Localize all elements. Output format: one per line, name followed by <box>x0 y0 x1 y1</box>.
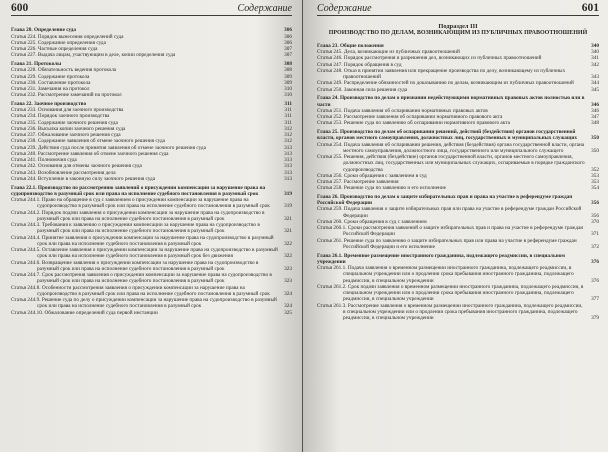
toc-entry-page: 312 <box>284 125 292 132</box>
toc-entry-title: Статья 254. Подача заявления об оспаривании решения, действия (бездействия) органа государственной власти, органа местного самоуправления, должностного лица, государственного или муниципального служащего <box>317 141 585 154</box>
toc-entry-page: 319 <box>284 190 292 197</box>
right-page-header <box>317 2 599 16</box>
toc-entry-page: 377 <box>591 296 599 303</box>
toc-entry-page: 324 <box>284 290 292 297</box>
toc-entry-page: 313 <box>284 150 292 157</box>
toc-entry-title: Статья 247. Порядок обращения в суд <box>317 61 402 68</box>
toc-entry-page: 311 <box>284 113 292 120</box>
toc-entry-title: Статья 244.10. Обжалование определений суда первой инстанции <box>11 309 158 316</box>
toc-article <box>317 185 599 191</box>
toc-article <box>317 265 599 284</box>
toc-entry-page: 306 <box>284 33 292 40</box>
toc-entry-title: Статья 244.6. Возвращение заявления о присуждении компенсации за нарушение права на судопроизводство в разумный срок или права на исполнение судебного постановления в разумный срок <box>11 259 259 272</box>
toc-entry-title: Статья 253. Решение суда по заявлению об оспаривании нормативного правового акта <box>317 120 510 127</box>
toc-entry-title: Статья 244.9. Решение суда по делу о присуждении компенсации за нарушение права на судопроизводство в разумный срок или права на исполнение судебного постановления в разумный срок <box>11 297 277 310</box>
toc-entry-page: 321 <box>284 215 292 222</box>
toc-entry-title: Статья 246. Порядок рассмотрения и разрешения дел, возникающих из публичных правоотношений <box>317 55 542 62</box>
toc-entry-page: 372 <box>591 243 599 250</box>
toc-article <box>317 225 599 238</box>
toc-entry-page: 342 <box>591 61 599 68</box>
toc-entry-page: 308 <box>284 61 292 68</box>
toc-entry-title: Статья 259. Подача заявления о защите избирательных прав или права на участие в референдуме граждан Российской Федерации <box>317 206 582 219</box>
toc-entry-page: 350 <box>591 135 599 142</box>
toc-entry-title: Статья 238. Содержание заявления об отмене заочного решения суда <box>11 138 165 145</box>
toc-article <box>317 68 599 81</box>
toc-article <box>317 206 599 219</box>
toc-entry-page: 346 <box>591 107 599 114</box>
toc-entry-page: 356 <box>591 212 599 219</box>
toc-entry-page: 352 <box>591 166 599 173</box>
toc-article <box>317 87 599 93</box>
toc-entry-title: Глава 21. Протоколы <box>11 61 62 68</box>
toc-entry-title: Статья 239. Действия суда после принятия заявления об отмене заочного решения суда <box>11 144 206 151</box>
toc-entry-page: 346 <box>591 101 599 108</box>
toc-entry-title: Статья 250. Законная сила решения суда <box>317 86 408 93</box>
toc-entry-title: Статья 241. Полномочия суда <box>11 157 77 164</box>
toc-entry-page: 323 <box>284 265 292 272</box>
toc-entry-title: Глава 22.1. Производство по рассмотрению заявлений о присуждении компенсации за нарушение права на судопроизводство в разумный срок или права на исполнение судебного постановления в разумный срок <box>11 184 266 197</box>
toc-entry-title: Статья 251. Подача заявления об оспаривании нормативных правовых актов <box>317 107 488 114</box>
toc-entry-title: Статья 229. Содержание протокола <box>11 73 90 80</box>
toc-entry-page: 353 <box>591 172 599 179</box>
toc-entry-title: Статья 243. Возобновление рассмотрения дела <box>11 169 116 176</box>
toc-entry-title: Статья 261. Решение суда по заявлению о защите избирательных прав или права на участие в референдуме граждан Российской Федерации и его исполнение <box>317 237 577 250</box>
toc-entry-title: Глава 20. Определение суда <box>11 27 77 34</box>
toc-entry-page: 350 <box>591 147 599 154</box>
toc-entry-page: 306 <box>284 39 292 46</box>
toc-entry-page: 312 <box>284 132 292 139</box>
toc-entry-page: 311 <box>284 107 292 114</box>
toc-entry-title: Глава 22. Заочное производство <box>11 100 87 107</box>
toc-entry-title: Статья 261.3. Рассмотрение заявления о временном размещении иностранного гражданина, подлежащего реадмиссии, в специальном учреждении или о продлении срока пребывания иностранного гражданина, подлежащего реадмиссии, в специальном учреждении <box>317 302 583 322</box>
right-page <box>303 0 608 452</box>
toc-entry-page: 341 <box>591 55 599 62</box>
toc-entry-page: 324 <box>284 303 292 310</box>
toc-article <box>11 285 292 298</box>
toc-entry-title: Статья 249. Распределение обязанностей по доказыванию по делам, возникающим из публичных правоотношений <box>317 80 574 87</box>
toc-entry-title: Статья 245. Дела, возникающие из публичных правоотношений <box>317 49 460 56</box>
toc-article <box>11 52 292 58</box>
left-page <box>0 0 302 452</box>
toc-article <box>11 297 292 310</box>
toc-entry-page: 325 <box>284 309 292 316</box>
toc-entry-page: 356 <box>591 200 599 207</box>
toc-article <box>11 92 292 98</box>
toc-article <box>11 176 292 182</box>
toc-entry-page: 323 <box>284 278 292 285</box>
toc-entry-page: 309 <box>284 73 292 80</box>
toc-entry-title: Статья 232. Рассмотрение замечаний на протокол <box>11 92 122 99</box>
toc-entry-title: Статья 244.7. Срок рассмотрения заявления о присуждении компенсации за нарушение права на судопроизводство в разумный срок или права на исполнение судебного постановления в разумный срок <box>11 272 272 285</box>
toc-entry-title: Статья 240. Рассмотрение заявления об отмене заочного решения суда <box>11 150 169 157</box>
toc-entry-page: 310 <box>284 86 292 93</box>
toc-chapter <box>317 95 599 108</box>
toc-entry-title: Статья 260. Сроки обращения в суд с заявлением <box>317 218 427 225</box>
toc-entry-title: Статья 255. Решения, действия (бездействие) органов государственной власти, органов местного самоуправления, должностных лиц, государственных или муниципальных служащих, оспариваемые в порядке гражданского судопроизводства <box>317 154 585 173</box>
toc-entry-page: 322 <box>284 253 292 260</box>
toc-entry-title: Статья 260.1. Сроки рассмотрения заявлений о защите избирательных прав и права на участие в референдуме граждан Российской Федерации <box>317 225 584 238</box>
toc-entry-title: Статья 244. Вступление в законную силу заочного решения суда <box>11 175 156 182</box>
toc-entry-page: 311 <box>284 119 292 126</box>
toc-right <box>317 41 599 322</box>
toc-entry-page: 376 <box>591 258 599 265</box>
toc-entry-title: Статья 235. Содержание заочного решения суда <box>11 119 118 126</box>
toc-entry-page: 353 <box>591 179 599 186</box>
toc-entry-title: Статья 248. Отказ в принятии заявления или прекращение производства по делу, возникающему из публичных правоотношений <box>317 67 566 81</box>
toc-entry-title: Статья 231. Замечания на протокол <box>11 86 90 93</box>
page-number: 601 <box>581 2 599 14</box>
toc-entry-page: 311 <box>284 100 292 107</box>
toc-article <box>317 120 599 126</box>
toc-entry-page: 313 <box>284 175 292 182</box>
left-page-header <box>11 2 292 16</box>
toc-entry-title: Статья 244.4. Принятие заявления о присуждении компенсации за нарушение права на судопроизводство в разумный срок или права на исполнение судебного постановления в разумный срок <box>11 234 274 247</box>
toc-entry-page: 371 <box>591 231 599 238</box>
toc-entry-title: Статья 234. Порядок заочного производства <box>11 113 110 120</box>
toc-entry-title: Статья 228. Обязательность ведения протокола <box>11 67 117 74</box>
toc-entry-title: Статья 244.3. Требования к заявлению о присуждении компенсации за нарушение права на судопроизводство в разумный срок или права на исполнение судебного постановления в разумный срок <box>11 222 260 235</box>
toc-entry-title: Статья 258. Решение суда по заявлению и его исполнение <box>317 185 446 192</box>
toc-entry-page: 348 <box>591 120 599 127</box>
toc-entry-page: 313 <box>284 163 292 170</box>
toc-entry-page: 313 <box>284 157 292 164</box>
toc-entry-page: 344 <box>591 80 599 87</box>
toc-entry-page: 319 <box>284 203 292 210</box>
toc-entry-title: Статья 226. Частные определения суда <box>11 46 98 53</box>
toc-entry-title: Глава 24. Производство по делам о признании недействующими нормативных правовых актов полностью или в части <box>317 95 585 108</box>
toc-entry-title: Статья 261.2. Срок подачи заявления о временном размещении иностранного гражданина, подлежащего реадмиссии, в специальном учреждении или о продлении срока пребывания иностранного гражданина, подлежащего реадмиссии, в специальном учреждении <box>317 283 584 303</box>
toc-entry-page: 306 <box>284 27 292 34</box>
toc-entry-title: Статья 225. Содержание определения суда <box>11 39 106 46</box>
toc-entry-title: Глава 23. Общие положения <box>317 42 384 49</box>
toc-article <box>11 310 292 316</box>
toc-entry-title: Статья 244.5. Оставление заявления о присуждении компенсации за нарушение права на судопроизводство в разумный срок или права на исполнение судебного постановления в разумный срок без движения <box>11 247 278 260</box>
toc-entry-page: 307 <box>284 46 292 53</box>
toc-entry-title: Статья 237. Обжалование заочного решения суда <box>11 132 121 139</box>
running-title: Содержание <box>237 3 292 14</box>
toc-entry-title: Статья 256. Сроки обращения с заявлением в суд <box>317 172 427 179</box>
toc-entry-title: Статья 236. Высылка копии заочного решения суда <box>11 125 126 132</box>
toc-article <box>11 272 292 285</box>
toc-entry-title: Статья 244.8. Особенности рассмотрения заявления о присуждении компенсации за нарушение права на судопроизводство в разумный срок или права на исполнение судебного постановления в разумный срок <box>11 284 270 297</box>
toc-entry-page: 310 <box>284 92 292 99</box>
toc-entry-title: Статья 257. Рассмотрение заявления <box>317 179 399 186</box>
toc-entry-page: 343 <box>591 74 599 81</box>
toc-entry-page: 313 <box>284 144 292 151</box>
toc-entry-title: Глава 26. Производство по делам о защите избирательных прав и права на участие в референдуме граждан Российской Федерации <box>317 193 573 207</box>
toc-entry-title: Статья 233. Основания для заочного производства <box>11 107 124 114</box>
toc-chapter <box>317 129 599 142</box>
toc-entry-page: 340 <box>591 49 599 56</box>
toc-article <box>11 260 292 273</box>
toc-article <box>11 197 292 210</box>
toc-entry-page: 370 <box>591 218 599 225</box>
toc-entry-title: Статья 244.1. Право на обращение в суд с заявлением о присуждении компенсации за нарушение права на судопроизводство в разумный срок или права на исполнение судебного постановления в разумный срок <box>11 197 270 210</box>
toc-article <box>317 284 599 303</box>
toc-entry-page: 345 <box>591 86 599 93</box>
toc-article <box>11 210 292 223</box>
toc-article <box>11 247 292 260</box>
toc-entry-page: 322 <box>284 240 292 247</box>
subsection-label: Подраздел III <box>438 23 478 30</box>
toc-entry-title: Статья 227. Выдача лицам, участвующим в деле, копии определения суда <box>11 52 176 59</box>
toc-entry-page: 340 <box>591 42 599 49</box>
toc-entry-title: Глава 26.1. Временное размещение иностранного гражданина, подлежащего реадмиссии, в специальном учреждении <box>317 252 565 265</box>
toc-entry-title: Статья 252. Рассмотрение заявления об оспаривании нормативного правового акта <box>317 114 503 121</box>
toc-article <box>317 142 599 155</box>
toc-entry-title: Статья 242. Основания для отмены заочного решения суда <box>11 163 142 170</box>
toc-entry-page: 313 <box>284 169 292 176</box>
toc-chapter <box>11 185 292 198</box>
toc-entry-title: Статья 230. Составление протокола <box>11 79 91 86</box>
toc-entry-page: 321 <box>284 228 292 235</box>
toc-article <box>317 238 599 251</box>
subsection-title: ПРОИЗВОДСТВО ПО ДЕЛАМ, ВОЗНИКАЮЩИМ ИЗ ПУБЛИЧНЫХ ПРАВООТНОШЕНИЙ <box>328 30 588 37</box>
toc-entry-title: Глава 25. Производство по делам об оспаривании решений, действий (бездействия) органов государственной власти, органов местного самоуправления, должностных лиц, государственных и муниципальных служащих <box>317 129 578 142</box>
toc-entry-page: 307 <box>284 52 292 59</box>
subsection-heading <box>317 23 599 38</box>
toc-article <box>317 154 599 173</box>
running-title: Содержание <box>317 3 372 14</box>
toc-entry-page: 308 <box>284 67 292 74</box>
toc-entry-title: Статья 261.1. Подача заявления о временном размещении иностранного гражданина, подлежащего реадмиссии, в специальном учреждении или о продлении срока пребывания иностранного гражданина, подлежащего реадмиссии, в специальном учреждении <box>317 265 574 284</box>
toc-entry-page: 347 <box>591 114 599 121</box>
toc-chapter <box>317 194 599 207</box>
toc-entry-title: Статья 224. Порядок вынесения определений суда <box>11 33 124 40</box>
toc-entry-page: 376 <box>591 277 599 284</box>
toc-article <box>11 222 292 235</box>
toc-entry-page: 312 <box>284 138 292 145</box>
toc-entry-title: Статья 244.2. Порядок подачи заявления о присуждении компенсации за нарушение права на судопроизводство в разумный срок или права на исполнение судебного постановления в разумный срок <box>11 209 265 222</box>
toc-entry-page: 379 <box>591 315 599 322</box>
toc-entry-page: 309 <box>284 79 292 86</box>
toc-entry-page: 354 <box>591 185 599 192</box>
toc-left <box>11 25 292 316</box>
page-number: 600 <box>11 2 29 14</box>
toc-article <box>317 303 599 322</box>
toc-article <box>11 235 292 248</box>
toc-chapter <box>317 253 599 266</box>
